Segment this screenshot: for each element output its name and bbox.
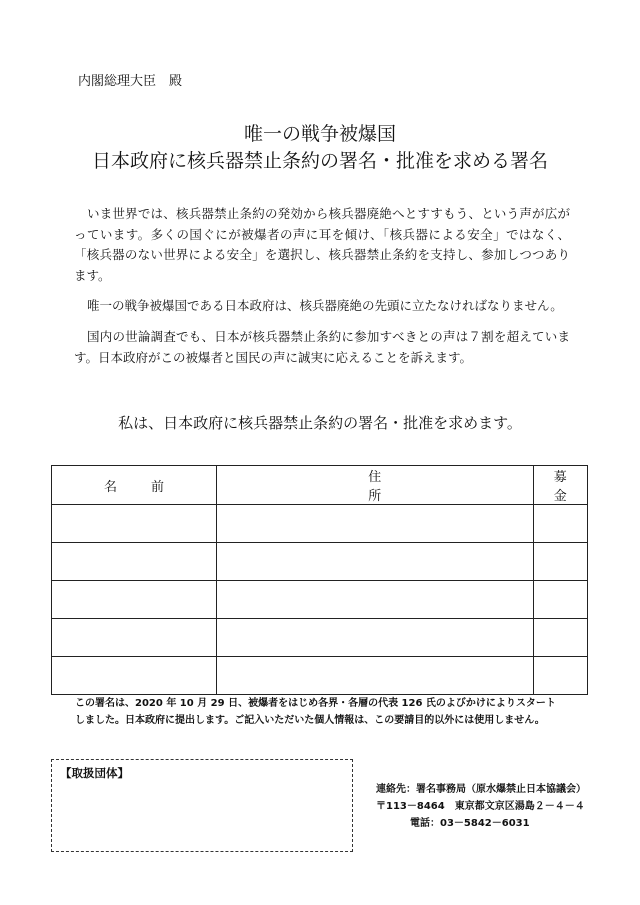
contact-address: 〒113－8464 東京都文京区湯島２－４－４ [376, 801, 585, 812]
title-line-2: 日本政府に核兵器禁止条約の署名・批准を求める署名 [91, 150, 548, 172]
body-paragraph-1: いま世界では、核兵器禁止条約の発効から核兵器廃絶へとすすもう、という声が広がっています。多くの国ぐにが被爆者の声に耳を傾け、「核兵器による安全」ではなく、「核兵器のない世界による安全」を選択し、核兵器禁止条約を支持し、参加しつつあります。 [74, 206, 570, 283]
handling-organization-label: 【取扱団体】 [60, 766, 129, 780]
donation-cell[interactable] [533, 657, 587, 695]
name-cell[interactable] [52, 581, 217, 619]
address-cell[interactable] [216, 543, 533, 581]
donation-cell[interactable] [533, 543, 587, 581]
contact-phone: 電話：03－5842－6031 [410, 818, 530, 829]
header-address: 住所 [216, 466, 533, 505]
contact-info [376, 781, 586, 832]
table-row [52, 543, 588, 581]
addressee: 内閣総理大臣 殿 [78, 74, 183, 89]
donation-cell[interactable] [533, 619, 587, 657]
note-line-1: この署名は、2020 年 10 月 29 日、被爆者をはじめ各界・各層の代表 126 氏のよびかけによりスタート [75, 698, 556, 709]
table-row [52, 619, 588, 657]
address-cell[interactable] [216, 581, 533, 619]
name-cell[interactable] [52, 657, 217, 695]
name-cell[interactable] [52, 505, 217, 543]
body-paragraph-3: 国内の世論調査でも、日本が核兵器禁止条約に参加すべきとの声は７割を超えています。日本政府がこの被爆者と国民の声に誠実に応えることを訴えます。 [74, 329, 570, 365]
signature-table-header [52, 466, 588, 505]
table-row [52, 657, 588, 695]
signature-table [51, 465, 588, 695]
title-line-1: 唯一の戦争被爆国 [243, 123, 396, 145]
body-paragraph-2: 唯一の戦争被爆国である日本政府は、核兵器廃絶の先頭に立たなければなりません。 [87, 298, 563, 313]
header-name: 名前 [52, 466, 217, 505]
header-donation: 募金 [533, 466, 587, 505]
name-cell[interactable] [52, 543, 217, 581]
table-row [52, 581, 588, 619]
address-cell[interactable] [216, 619, 533, 657]
donation-cell[interactable] [533, 505, 587, 543]
handling-organization-box[interactable] [51, 759, 353, 852]
signature-note [75, 695, 585, 729]
name-cell[interactable] [52, 619, 217, 657]
address-cell[interactable] [216, 505, 533, 543]
note-line-2: しました。日本政府に提出します。ご記入いただいた個人情報は、この要請目的以外には使用しません。 [75, 715, 545, 726]
table-row [52, 505, 588, 543]
donation-cell[interactable] [533, 581, 587, 619]
contact-office: 連絡先：署名事務局（原水爆禁止日本協議会） [376, 784, 586, 795]
address-cell[interactable] [216, 657, 533, 695]
petition-statement: 私は、日本政府に核兵器禁止条約の署名・批准を求めます。 [118, 414, 522, 432]
